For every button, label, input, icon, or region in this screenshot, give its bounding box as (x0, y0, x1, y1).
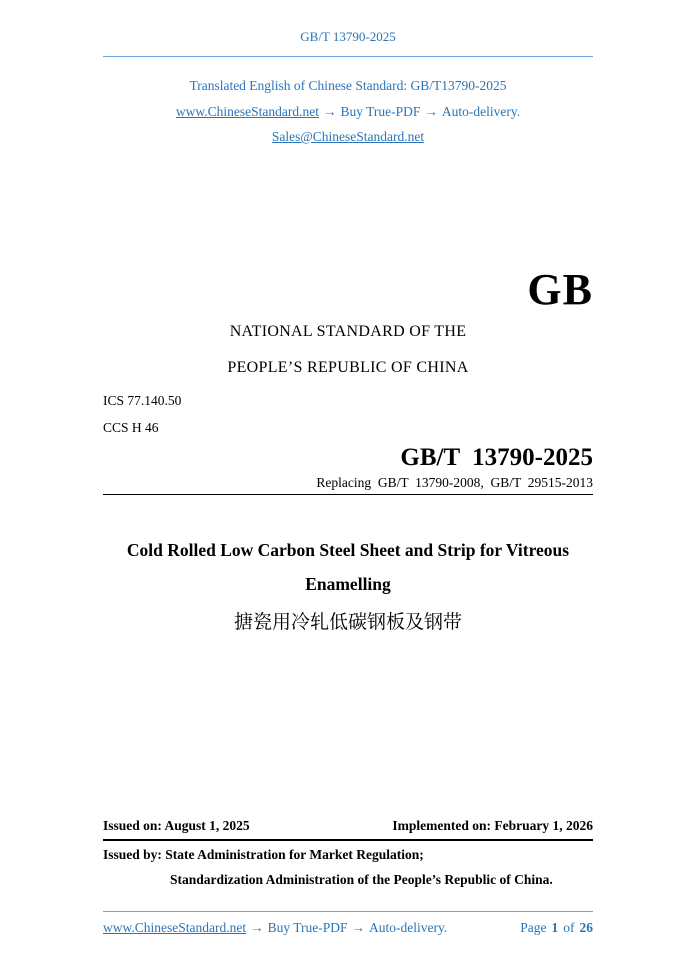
replacing-note: Replacing GB/T 13790-2008, GB/T 29515-2013 (316, 474, 593, 490)
implemented-on-date: Implemented on: February 1, 2026 (392, 818, 593, 833)
ccs-code: CCS H 46 (103, 419, 159, 435)
issuance-divider (103, 839, 593, 841)
auto-delivery-text: Auto-delivery. (441, 103, 521, 119)
issue-dates-row (103, 818, 593, 834)
of-label: of (563, 920, 575, 935)
auto-delivery-text: Auto-delivery. (369, 920, 448, 935)
standard-code: GB/T 13790-2025 (400, 443, 593, 471)
footer-divider (103, 911, 593, 912)
website-link[interactable]: www.ChineseStandard.net (103, 920, 247, 935)
code-divider (103, 494, 593, 495)
translation-banner-line3 (103, 124, 593, 150)
website-link[interactable]: www.ChineseStandard.net (175, 103, 319, 119)
buy-true-pdf-text: Buy True-PDF (340, 103, 421, 119)
running-header-doc-code: GB/T 13790-2025 (300, 29, 396, 44)
national-standard-line1: NATIONAL STANDARD OF THE (229, 322, 467, 340)
standard-title-english-line1: Cold Rolled Low Carbon Steel Sheet and Strip for Vitreous (126, 539, 570, 560)
page-total: 26 (579, 920, 593, 935)
gb-logo: GB (527, 264, 593, 314)
issuance-block (103, 818, 593, 888)
right-arrow-icon: → (424, 103, 438, 119)
page-number: 1 (551, 920, 559, 935)
page-indicator (520, 920, 593, 936)
standard-title-english-line2: Enamelling (305, 574, 391, 594)
standard-title-chinese: 搪瓷用冷轧低碳钢板及钢带 (233, 610, 462, 633)
issued-by-line1: Issued by: State Administration for Market Regulation; (103, 847, 424, 862)
right-arrow-icon: → (322, 103, 337, 119)
page-label: Page (520, 920, 547, 935)
header-divider (103, 56, 593, 57)
right-arrow-icon: → (250, 920, 264, 935)
page-footer (103, 911, 593, 936)
issued-on-date: Issued on: August 1, 2025 (103, 818, 250, 833)
right-arrow-icon: → (351, 920, 366, 935)
buy-true-pdf-text: Buy True-PDF (267, 920, 348, 935)
footer-promo (103, 920, 447, 936)
translation-banner (103, 73, 593, 150)
translation-banner-line1: Translated English of Chinese Standard: GB/T13790-2025 (189, 78, 507, 93)
issued-by-line2: Standardization Administration of the People’s Republic of China. (170, 872, 553, 887)
translation-banner-line2 (103, 99, 593, 125)
national-standard-line2: PEOPLE’S REPUBLIC OF CHINA (227, 358, 469, 376)
sales-email-link[interactable]: Sales@ChineseStandard.net (271, 129, 425, 144)
standard-title-english (103, 533, 593, 602)
ics-code: ICS 77.140.50 (103, 392, 182, 408)
